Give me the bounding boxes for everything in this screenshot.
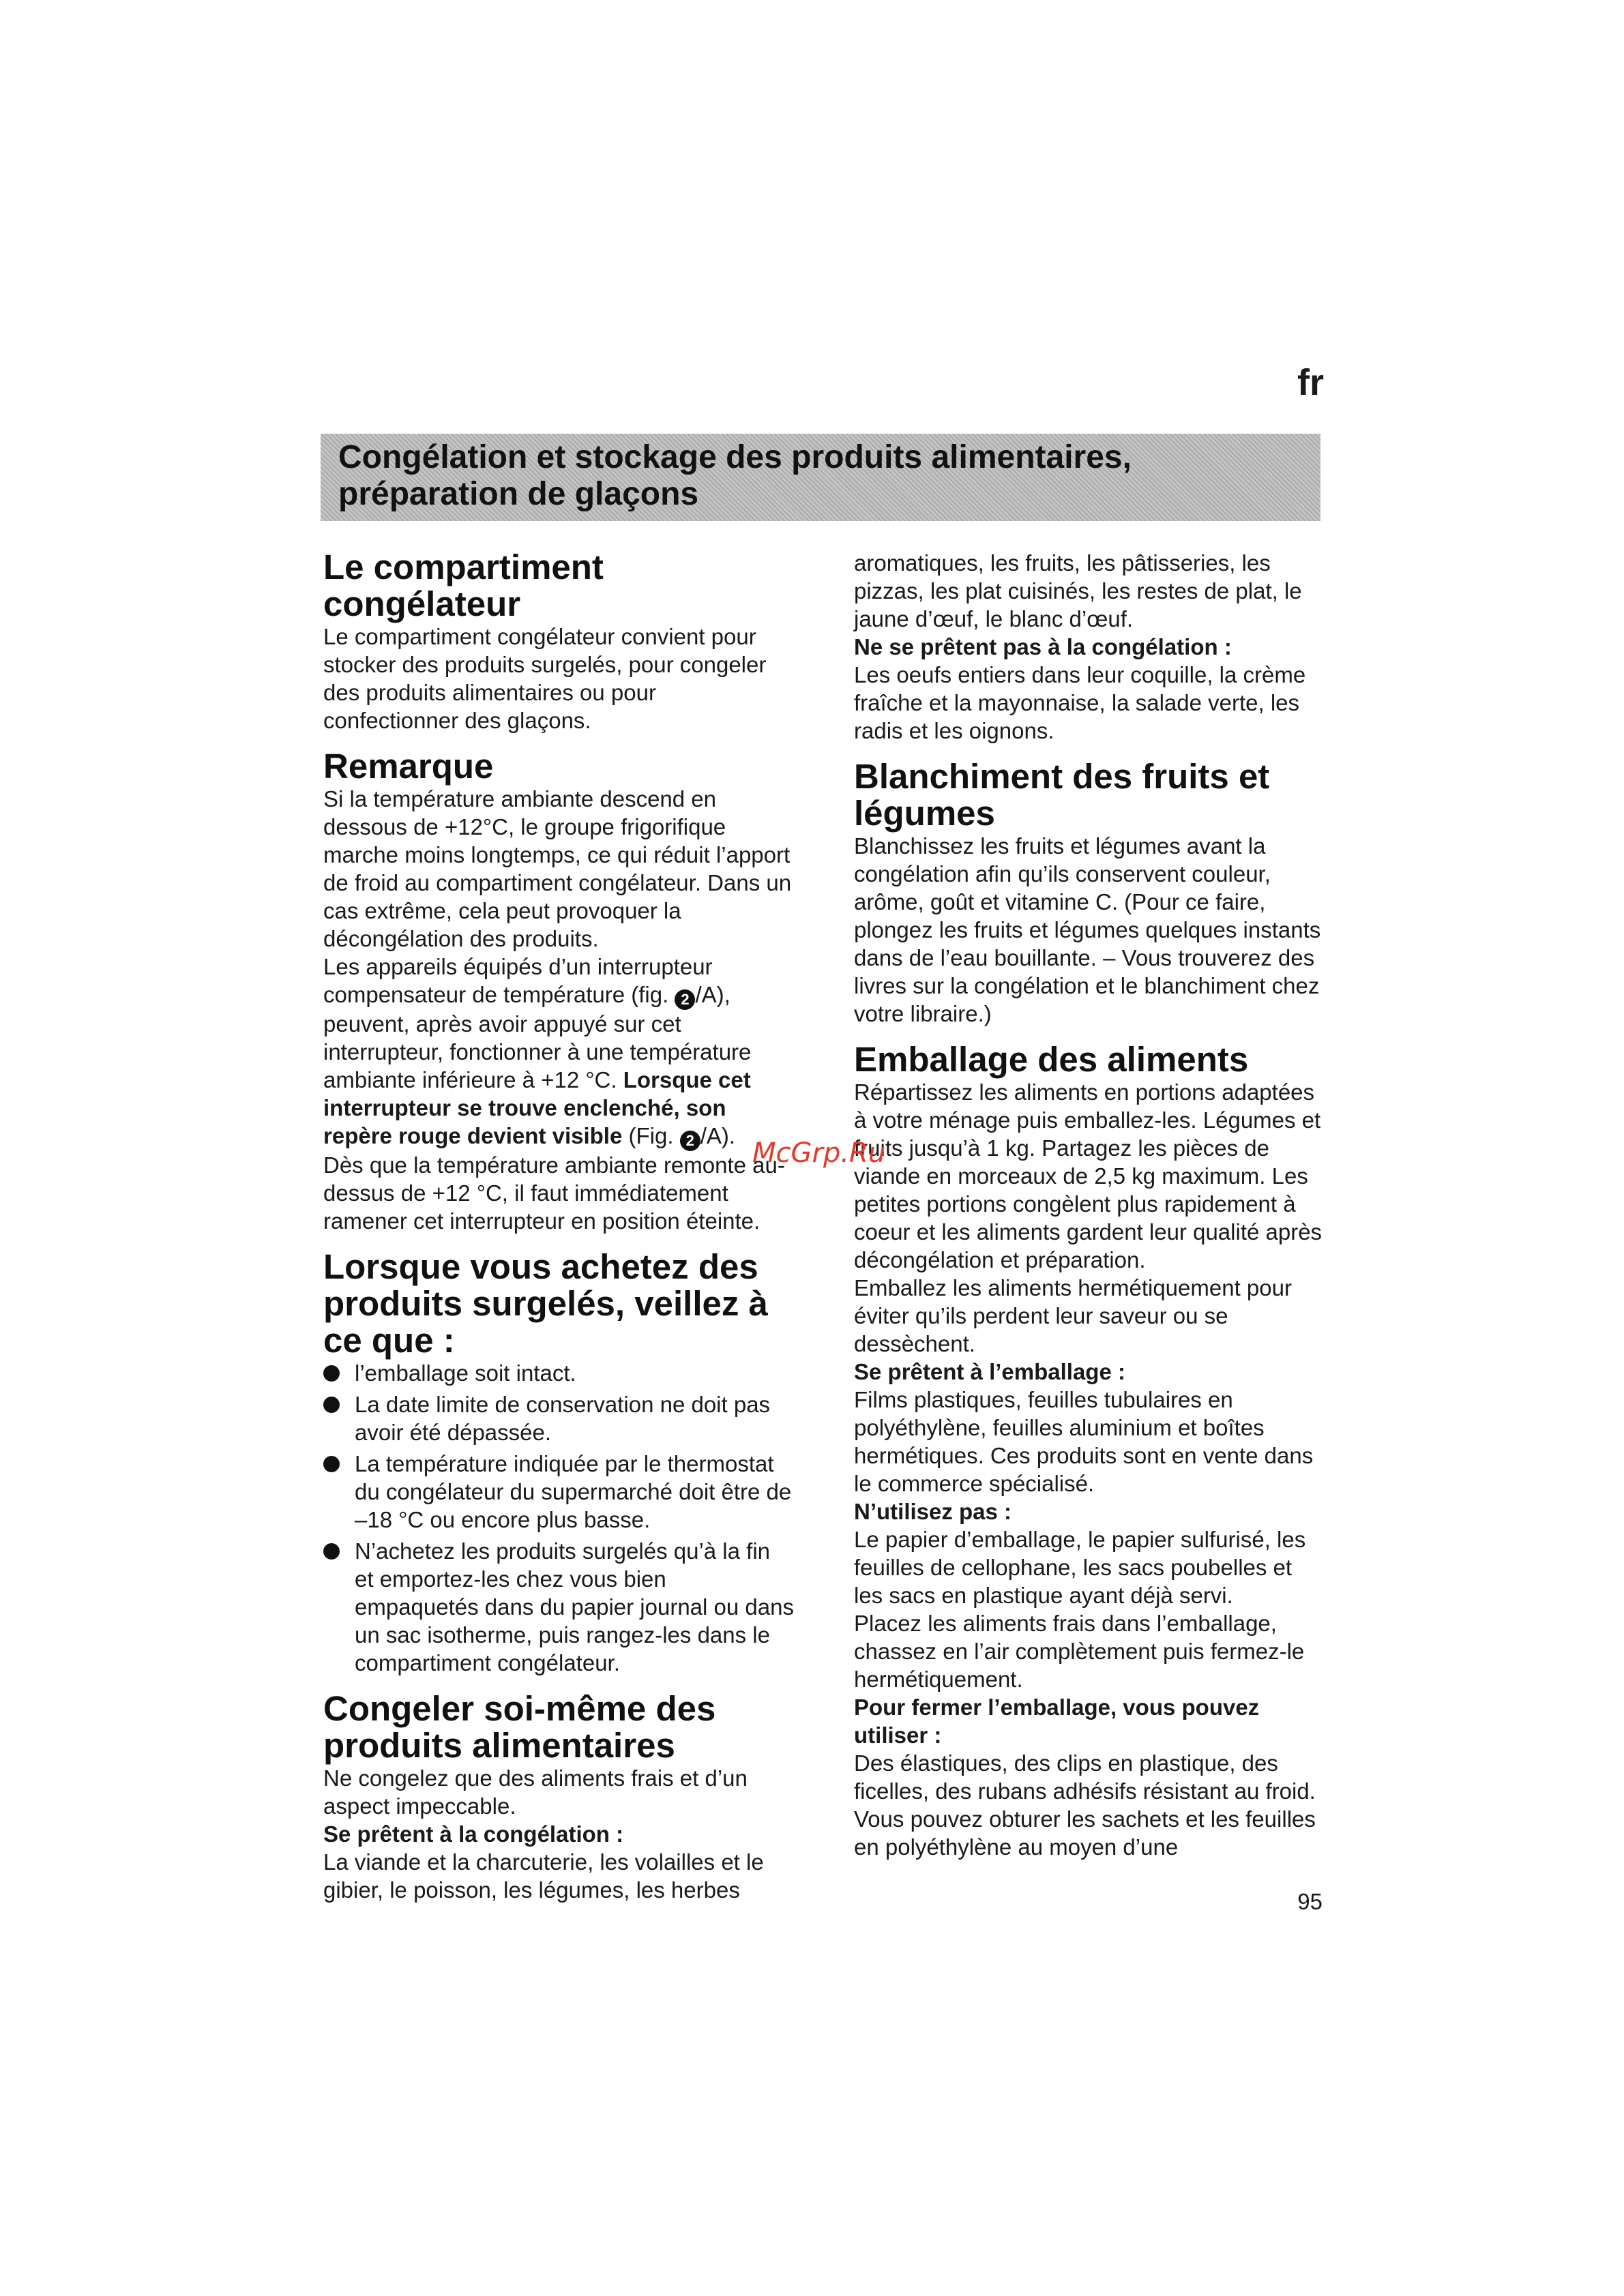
closing-label: Pour fermer l’emballage, vous pouvez utiliser : [854,1695,1260,1748]
packaging-text-1: Répartissez les aliments en portions adaptées à votre ménage puis emballez-les. Légumes et fruits jusqu’à 1 kg. Partagez les pièces de viande en morceaux de 2,5 kg maximum. Les petites portions congèlent plus rapidement à coeur et les aliments gardent leur qualité après décongélation et préparation. [854,1079,1323,1272]
not-suitable-label: Ne se prêtent pas à la congélation : [854,634,1232,659]
heading-buying-frozen: Lorsque vous achetez des produits surgelés, veillez à ce que : [323,1247,768,1360]
suitable-packaging-text: Films plastiques, feuilles tubulaires en polyéthylène, feuilles aluminium et boîtes hermétiques. Ces produits sont en vente dans le commerce spécialisé. [854,1387,1314,1496]
page-number: 95 [1297,1889,1323,1914]
remarque-text-1: Si la température ambiante descend en dessous de +12°C, le groupe frigorifique marche moins longtemps, ce qui réduit l’apport de froid au compartiment congélateur. Dans un cas extrême, cela peut provoquer la décongélation des produits. [323,786,792,951]
packaging-text-2: Emballez les aliments hermétiquement pour éviter qu’ils perdent leur saveur ou se dessèchent. [854,1275,1292,1356]
heading-blanching: Blanchiment des fruits et légumes [854,757,1270,833]
list-item: La température indiquée par le thermostat du congélateur du supermarché doit être de –18 °C ou encore plus basse. [323,1450,794,1534]
list-item: l’emballage soit intact. [323,1359,794,1387]
do-not-use-label: N’utilisez pas : [854,1499,1012,1524]
freeze-yourself-text: Ne congelez que des aliments frais et d’un aspect impeccable. [323,1765,748,1819]
list-item: La date limite de conservation ne doit pas avoir été dépassée. [323,1390,794,1446]
do-not-use-text: Le papier d’emballage, le papier sulfurisé, les feuilles de cellophane, les sacs poubelles et les sacs en plastique ayant déjà servi. [854,1527,1306,1608]
figure-2-icon: 2 [680,1131,700,1151]
banner-title-line-2: préparation de glaçons [338,476,699,512]
figure-2-icon: 2 [675,989,695,1010]
left-column [323,549,794,1904]
heading-freeze-yourself: Congeler soi-même des produits alimentaires [323,1689,716,1765]
heading-remarque: Remarque [323,747,494,786]
buying-checklist [323,1359,794,1677]
language-tag: fr [1297,362,1324,403]
suitable-for-freezing-continued: aromatiques, les fruits, les pâtisseries, les pizzas, les plat cuisinés, les restes de plat, le jaune d’œuf, le blanc d’œuf. [854,550,1302,631]
watermark: McGrp.Ru [752,1137,886,1169]
remarque-bold-note: Lorsque cet interrupteur se trouve enclenché, son repère rouge devient visible [323,1067,751,1148]
suitable-for-freezing-label: Se prêtent à la congélation : [323,1821,624,1847]
remarque-text-2: Les appareils équipés d’un interrupteur compensateur de température (fig. 2 /A), peuvent, après avoir appuyé sur cet interrupteur, fonctionner à une température ambiante inférieure à +12 °C. Lorsque cet interrupteur se trouve enclenché, son repère rouge devient visible (Fig. 2 /A). [323,953,794,1151]
suitable-packaging-label: Se prêtent à l’emballage : [854,1359,1125,1384]
packaging-text-3: Placez les aliments frais dans l’emballage, chassez en l’air complètement puis fermez-le hermétiquement. [854,1611,1305,1692]
freezer-compartment-text: Le compartiment congélateur convient pour stocker des produits surgelés, pour congeler des produits alimentaires ou pour confectionner des glaçons. [323,624,767,733]
suitable-for-freezing-text: La viande et la charcuterie, les volailles et le gibier, le poisson, les légumes, les herbes [323,1849,764,1903]
heading-packaging: Emballage des aliments [854,1040,1249,1079]
remarque-text-3: Dès que la température ambiante remonte au-dessus de +12 °C, il faut immédiatement ramener cet interrupteur en position éteinte. [323,1152,785,1234]
right-column [854,549,1325,1861]
heading-freezer-compartment: Le compartiment congélateur [323,548,604,623]
chapter-banner [321,434,1320,521]
blanching-text: Blanchissez les fruits et légumes avant la congélation afin qu’ils conservent couleur, arôme, goût et vitamine C. (Pour ce faire, plongez les fruits et légumes quelques instants dans de l’eau bouillante. – Vous trouverez des livres sur la congélation et le blanchiment chez votre libraire.) [854,833,1321,1026]
not-suitable-text: Les oeufs entiers dans leur coquille, la crème fraîche et la mayonnaise, la salade verte, les radis et les oignons. [854,662,1306,743]
list-item: N’achetez les produits surgelés qu’à la fin et emportez-les chez vous bien empaquetés dans du papier journal ou dans un sac isotherme, puis rangez-les dans le compartiment congélateur. [323,1537,794,1677]
closing-text: Des élastiques, des clips en plastique, des ficelles, des rubans adhésifs résistant au froid. Vous pouvez obturer les sachets et les feuilles en polyéthylène au moyen d’une [854,1750,1316,1860]
banner-title-line-1: Congélation et stockage des produits alimentaires, [338,439,1132,475]
